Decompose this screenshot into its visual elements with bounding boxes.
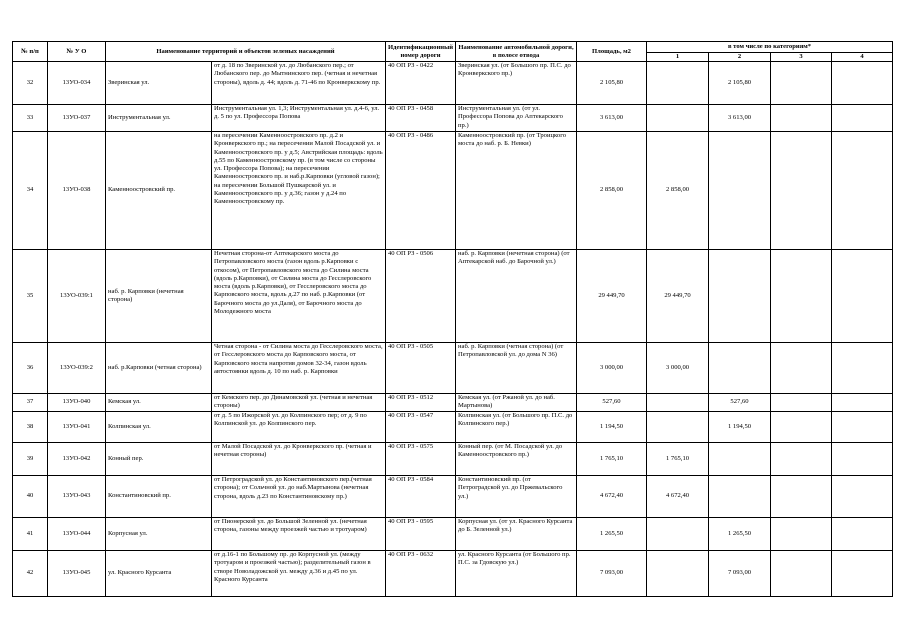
row-desc: от Пионерской ул. до Большой Зеленной ул. (нечетная сторона, газоны между проезжей частью и тротуаром) [214, 518, 367, 534]
row-uo: 13УО-040 [48, 394, 106, 412]
row-num: 38 [13, 412, 48, 443]
row-cat2: 7 093,00 [709, 551, 771, 597]
header-cat-4: 4 [832, 53, 893, 62]
table-row [13, 343, 893, 394]
row-cat3 [771, 443, 832, 476]
row-name: Зверинская ул. [106, 62, 212, 105]
row-area: 3 613,00 [577, 105, 647, 132]
row-cat4 [832, 250, 893, 343]
row-ident: 40 ОП РЗ - 0506 [386, 250, 456, 343]
row-name: Инструментальная ул. [106, 105, 212, 132]
row-desc: от Малой Посадской ул. до Кронверкского пр. (четная и нечетная стороны) [212, 443, 386, 476]
row-area: 527,60 [577, 394, 647, 412]
row-name: наб. р.Карповки (четная сторона) [106, 343, 212, 394]
row-uo: 13УО-045 [48, 551, 106, 597]
header-ident: Идентификационный номер дороги [386, 42, 456, 62]
table-row [13, 250, 893, 343]
row-area: 2 858,00 [577, 132, 647, 250]
row-cat2 [709, 476, 771, 518]
row-cat4 [832, 518, 893, 551]
row-ident: 40 ОП РЗ - 0595 [386, 518, 456, 551]
row-name: Константиновский пр. [106, 476, 212, 518]
row-cat1 [647, 551, 709, 597]
row-ident: 40 ОП РЗ - 0547 [386, 412, 456, 443]
row-num: 41 [13, 518, 48, 551]
row-cat4 [832, 443, 893, 476]
row-area: 4 672,40 [577, 476, 647, 518]
row-cat4 [832, 551, 893, 597]
row-num: 37 [13, 394, 48, 412]
row-ident: 40 ОП РЗ - 0584 [386, 476, 456, 518]
row-cat1 [647, 394, 709, 412]
row-cat3 [771, 62, 832, 105]
row-uo: 13УО-044 [48, 518, 106, 551]
row-num: 35 [13, 250, 48, 343]
row-cat4 [832, 476, 893, 518]
row-road: Каменноостровский пр. (от Троицкого моста до наб. р. Б. Невки) [456, 132, 577, 250]
row-cat4 [832, 132, 893, 250]
table-row [13, 132, 893, 250]
header-uo: № У О [48, 42, 106, 62]
row-uo: 13УО-039:2 [48, 343, 106, 394]
row-cat4 [832, 394, 893, 412]
header-area: Площадь, м2 [577, 42, 647, 62]
row-area: 3 000,00 [577, 343, 647, 394]
row-cat2: 1 194,50 [709, 412, 771, 443]
table-row [13, 476, 893, 518]
row-cat3 [771, 412, 832, 443]
row-cat3 [771, 394, 832, 412]
row-cat1 [647, 62, 709, 105]
row-cat3 [771, 105, 832, 132]
header-num: № п/п [13, 42, 48, 62]
row-cat1 [647, 105, 709, 132]
row-cat4 [832, 105, 893, 132]
row-cat2: 527,60 [709, 394, 771, 412]
row-area: 1 265,50 [577, 518, 647, 551]
row-cat1: 1 765,10 [647, 443, 709, 476]
row-cat2: 3 613,00 [709, 105, 771, 132]
header-cat-1: 1 [647, 53, 709, 62]
row-num: 32 [13, 62, 48, 105]
row-num: 33 [13, 105, 48, 132]
row-cat3 [771, 476, 832, 518]
row-name: Конный пер. [106, 443, 212, 476]
header-cat-2: 2 [709, 53, 771, 62]
table-row [13, 551, 893, 597]
header-categories: в том числе по категориям* [647, 42, 893, 53]
table-row [13, 62, 893, 105]
row-cat3 [771, 551, 832, 597]
row-cat3 [771, 343, 832, 394]
row-road: наб. р. Карповки (нечетная сторона) (от Аптекарской наб. до Барочной ул.) [456, 250, 577, 343]
row-desc: Инструментальная ул. 1,3; Инструментальная ул. д.4-6, ул. д. 5 по ул. Профессора Попова [214, 105, 380, 121]
table-row [13, 412, 893, 443]
row-desc: от Кемского пер. до Динамовской ул. (четная и нечетная стороны) [214, 394, 373, 410]
row-uo: 13УО-039:1 [48, 250, 106, 343]
row-cat2 [709, 132, 771, 250]
row-cat3 [771, 132, 832, 250]
row-cat2: 2 105,80 [709, 62, 771, 105]
table-row [13, 443, 893, 476]
row-cat4 [832, 343, 893, 394]
green-zones-table [12, 41, 893, 597]
row-area: 1 194,50 [577, 412, 647, 443]
row-area: 7 093,00 [577, 551, 647, 597]
row-desc: Четная сторона - от Силина моста до Гесслеровского моста, от Гесслеровского моста до Карповского моста, от Карповского моста напротив домов 32-34, газон вдоль автостоянки вдоль д. 10 по наб. р. Карповки [214, 343, 383, 375]
table-row [13, 105, 893, 132]
row-desc: от д.16-1 по Большому пр. до Корпусной ул. (между тротуаром и проезжей частью); разделительный газон в створе Новоладожской ул. между д.36 и д.45 по ул. Красного Курсанта [214, 551, 371, 583]
row-cat2 [709, 443, 771, 476]
row-ident: 40 ОП РЗ - 0632 [386, 551, 456, 597]
row-road: Инструментальная ул. (от ул. Профессора Попова до Аптекарского пр.) [458, 105, 563, 129]
row-uo: 13УО-038 [48, 132, 106, 250]
row-uo: 13УО-037 [48, 105, 106, 132]
row-desc: Нечетная сторона-от Аптекарского моста до Петропавловского моста (газон вдоль р.Карповки с откосом), от Петропавловского моста до Силина моста (вдоль р.Карповки), от Силина моста до Гесслеровского моста (вдоль р.Карповки), от Гесслеровского моста до Карповского моста, вдоль д.27 по наб. р.Карповки (от Барочного моста до ул.Даля), от Барочного моста до Молодежного моста [214, 250, 372, 316]
row-name: Корпусная ул. [106, 518, 212, 551]
row-name: наб. р. Карповки (нечетная сторона) [106, 250, 212, 343]
row-area: 1 765,10 [577, 443, 647, 476]
row-uo: 13УО-041 [48, 412, 106, 443]
row-cat4 [832, 62, 893, 105]
row-uo: 13УО-043 [48, 476, 106, 518]
row-num: 40 [13, 476, 48, 518]
row-road: ул. Красного Курсанта (от Большого пр. П.С. за Гдовскую ул.) [456, 551, 577, 597]
row-ident: 40 ОП РЗ - 0505 [386, 343, 456, 394]
row-cat3 [771, 518, 832, 551]
row-num: 34 [13, 132, 48, 250]
header-cat-3: 3 [771, 53, 832, 62]
table-row [13, 518, 893, 551]
row-road: Конный пер. (от М. Посадской ул. до Каменноостровского пр.) [456, 443, 577, 476]
row-name: Колпинская ул. [106, 412, 212, 443]
table-row [13, 394, 893, 412]
row-num: 36 [13, 343, 48, 394]
row-ident: 40 ОП РЗ - 0458 [386, 105, 456, 132]
row-desc: от Петроградской ул. до Константиновского пер.(четная сторона); от Сольчной ул. до наб.Мартынова (нечетная сторона, вдоль д.23 по Константиновскому пр.) [214, 476, 372, 500]
row-uo: 13УО-034 [48, 62, 106, 105]
row-cat2 [709, 250, 771, 343]
row-area: 2 105,80 [577, 62, 647, 105]
row-desc: на пересечении Каменноостровского пр. д.2 и Кронверкского пр.; на пересечении Малой Посадской ул. и Каменноостровского пр. у д.5; Австрийская площадь: вдоль д.55 по Каменноостровскому пр. (в том числе со стороны ул. Профессора Попова); на пересечении Каменноостровского пр. и наб.р.Карповки (угловой газон); на пересечении Большой Пушкарской ул. и Каменноостровского пр. у д.36; газон у д.24 по Каменноостровскому пр. [214, 132, 383, 206]
row-desc: от д. 18 по Зверинской ул. до Любанского пер.; от Любанского пер. до Мытнинского пер. (четная и нечетная стороны), вдоль д. 44; вдоль д. 71-46 по Кронверкскому пр. [214, 62, 381, 86]
row-road: Зверинская ул. (от Большого пр. П.С. до Кронверкского пр.) [456, 62, 577, 105]
row-road: Константиновский пр. (от Петроградской ул. до Пржевальского ул.) [456, 476, 577, 518]
row-area: 29 449,70 [577, 250, 647, 343]
row-cat1: 29 449,70 [647, 250, 709, 343]
row-num: 42 [13, 551, 48, 597]
row-cat3 [771, 250, 832, 343]
row-name: Каменноостровский пр. [106, 132, 212, 250]
row-desc: от д. 5 по Ижорской ул. до Колпинского пер; от д. 9 по Колпинской ул. до Колпинского пер. [214, 412, 367, 428]
row-cat1: 4 672,40 [647, 476, 709, 518]
row-uo: 13УО-042 [48, 443, 106, 476]
row-num: 39 [13, 443, 48, 476]
row-cat1 [647, 412, 709, 443]
row-road: Корпусная ул. (от ул. Красного Курсанта до Б. Зеленной ул.) [456, 518, 577, 551]
row-name: ул. Красного Курсанта [106, 551, 212, 597]
row-cat1 [647, 518, 709, 551]
row-cat2: 1 265,50 [709, 518, 771, 551]
row-ident: 40 ОП РЗ - 0486 [386, 132, 456, 250]
row-road: Колпинская ул. (от Большого пр. П.С. до Колпинского пер.) [456, 412, 577, 443]
row-ident: 40 ОП РЗ - 0422 [386, 62, 456, 105]
row-cat2 [709, 343, 771, 394]
row-road: наб. р. Карповки (четная сторона) (от Петропавловской ул. до дома N 36) [456, 343, 577, 394]
row-road: Кемская ул. (от Ржаной ул. до наб. Мартынова) [458, 394, 555, 410]
row-name: Кемская ул. [106, 394, 212, 412]
row-cat4 [832, 412, 893, 443]
header-road: Наименование автомобильной дороги, в полосе отвода [456, 42, 577, 62]
row-ident: 40 ОП РЗ - 0575 [386, 443, 456, 476]
row-cat1: 2 858,00 [647, 132, 709, 250]
header-name: Наименование территорий и объектов зеленых насаждений [106, 42, 386, 62]
row-ident: 40 ОП РЗ - 0512 [386, 394, 456, 412]
row-cat1: 3 000,00 [647, 343, 709, 394]
